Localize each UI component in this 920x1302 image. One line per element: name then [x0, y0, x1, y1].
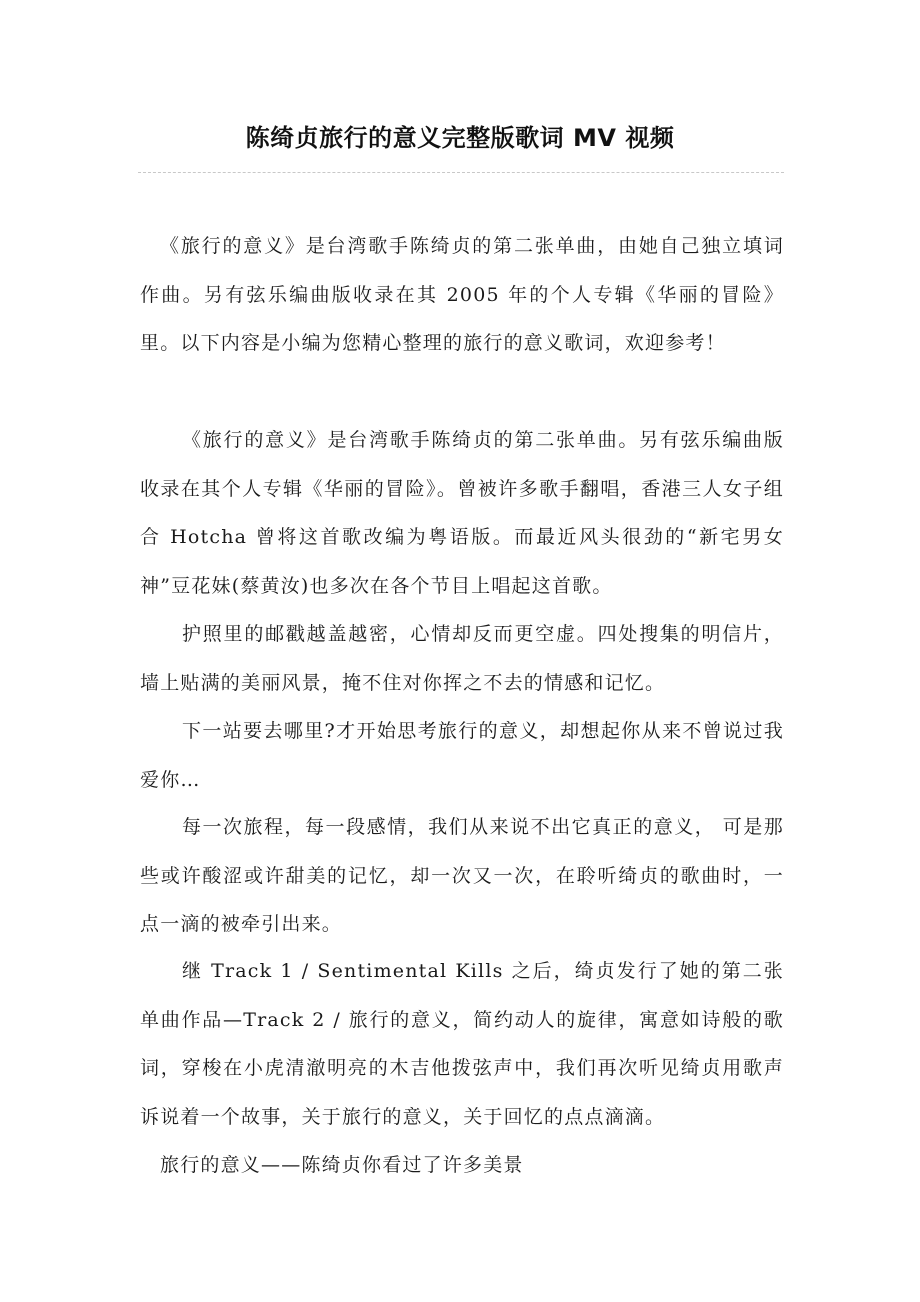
paragraph-intro: 《旅行的意义》是台湾歌手陈绮贞的第二张单曲，由她自己独立填词作曲。另有弦乐编曲版收录在其 2005 年的个人专辑《华丽的冒险》里。以下内容是小编为您精心整理的旅行的意义歌词，欢迎参考！	[140, 235, 784, 354]
paragraph-background: 《旅行的意义》是台湾歌手陈绮贞的第二张单曲。另有弦乐编曲版收录在其个人专辑《华丽的冒险》。曾被许多歌手翻唱，香港三人女子组合 Hotcha 曾将这首歌改编为粤语版。而最近风头很劲的“新宅男女神”豆花妹(蔡黄汝)也多次在各个节目上唱起这首歌。	[140, 429, 784, 597]
paragraph-next-stop: 下一站要去哪里?才开始思考旅行的意义，却想起你从来不曾说过我爱你…	[140, 720, 784, 791]
paragraph-lyrics-heading: 旅行的意义——陈绮贞你看过了许多美景	[160, 1154, 524, 1176]
paragraph-journey: 每一次旅程，每一段感情，我们从来说不出它真正的意义， 可是那些或许酸涩或许甜美的记忆，却一次又一次，在聆听绮贞的歌曲时，一点一滴的被牵引出来。	[140, 816, 784, 935]
paragraph-track: 继 Track 1 / Sentimental Kills 之后，绮贞发行了她的第二张单曲作品—Track 2 / 旅行的意义，简约动人的旋律，寓意如诗般的歌词，穿梭在小虎清澈明亮的木吉他拨弦声中，我们再次听见绮贞用歌声诉说着一个故事，关于旅行的意义，关于回忆的点点滴滴。	[140, 960, 784, 1128]
document-title: 陈绮贞旅行的意义完整版歌词 MV 视频	[245, 124, 675, 152]
title-divider	[138, 172, 784, 173]
paragraph-passport: 护照里的邮戳越盖越密，心情却反而更空虚。四处搜集的明信片，墙上贴满的美丽风景，掩不住对你挥之不去的情感和记忆。	[140, 623, 784, 694]
